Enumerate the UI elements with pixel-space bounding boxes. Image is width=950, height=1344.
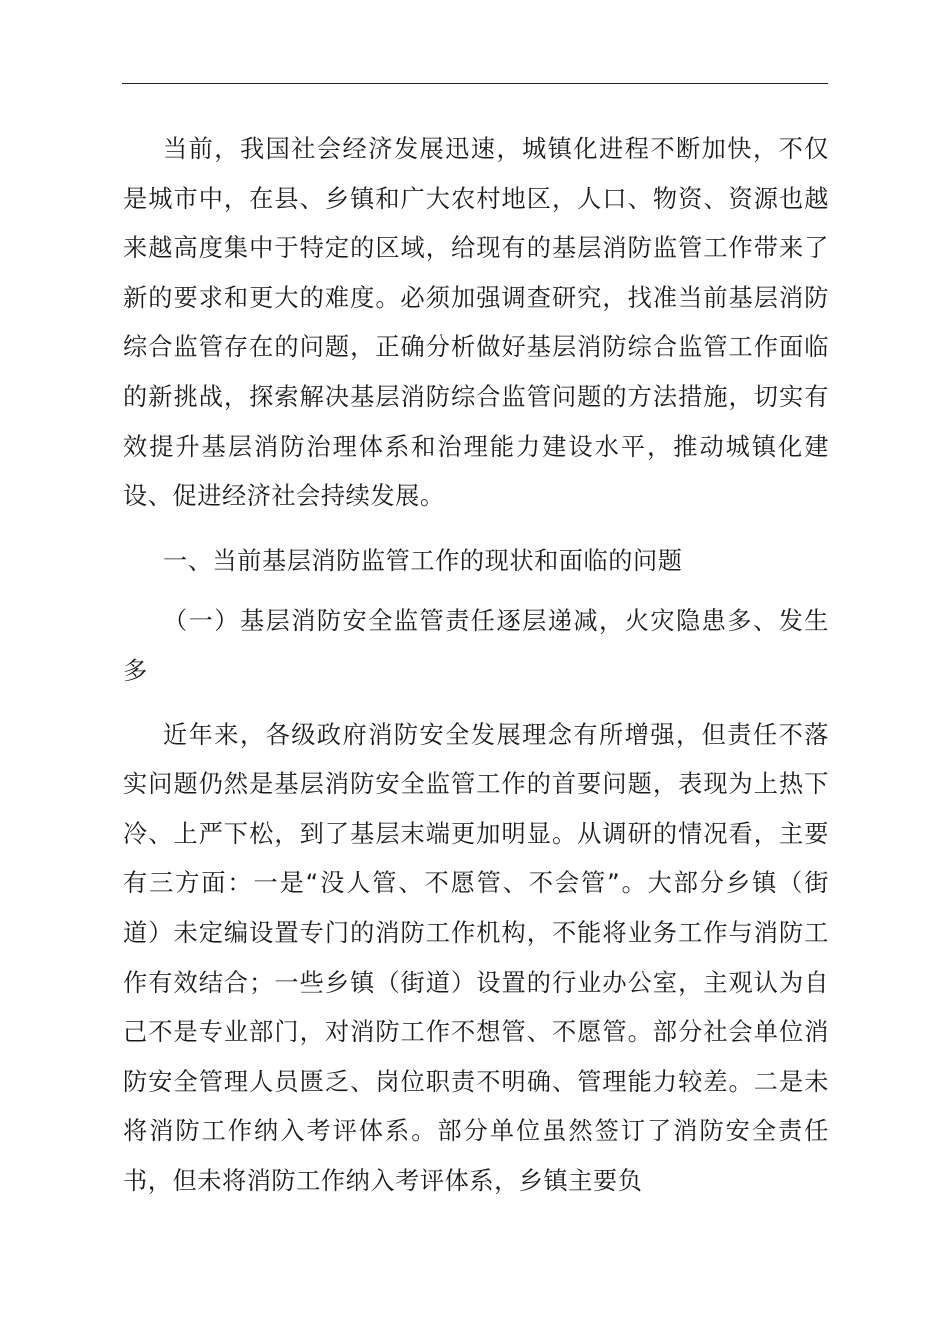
document-body	[123, 125, 829, 1206]
paragraph-intro: 当前，我国社会经济发展迅速，城镇化进程不断加快，不仅是城市中，在县、乡镇和广大农村地区，人口、物资、资源也越来越高度集中于特定的区域，给现有的基层消防监管工作带来了新的要求和更大的难度。必须加强调查研究，找准当前基层消防综合监管存在的问题，正确分析做好基层消防综合监管工作面临的新挑战，探索解决基层消防综合监管问题的方法措施，切实有效提升基层消防治理体系和治理能力建设水平，推动城镇化建设、促进经济社会持续发展。	[123, 135, 829, 511]
header-rule	[122, 83, 828, 84]
section-heading: 一、当前基层消防监管工作的现状和面临的问题	[163, 546, 683, 575]
subsection-heading: （一）基层消防安全监管责任逐层递减，火灾隐患多、发生多	[123, 607, 829, 685]
paragraph-body: 近年来，各级政府消防安全发展理念有所增强，但责任不落实问题仍然是基层消防安全监管工作的首要问题，表现为上热下冷、上严下松，到了基层末端更加明显。从调研的情况看，主要有三方面：一是“没人管、不愿管、不会管”。大部分乡镇（街道）未定编设置专门的消防工作机构，不能将业务工作与消防工作有效结合；一些乡镇（街道）设置的行业办公室，主观认为自己不是专业部门，对消防工作不想管、不愿管。部分社会单位消防安全管理人员匮乏、岗位职责不明确、管理能力较差。二是未将消防工作纳入考评体系。部分单位虽然签订了消防安全责任书，但未将消防工作纳入考评体系，乡镇主要负	[123, 720, 829, 1195]
